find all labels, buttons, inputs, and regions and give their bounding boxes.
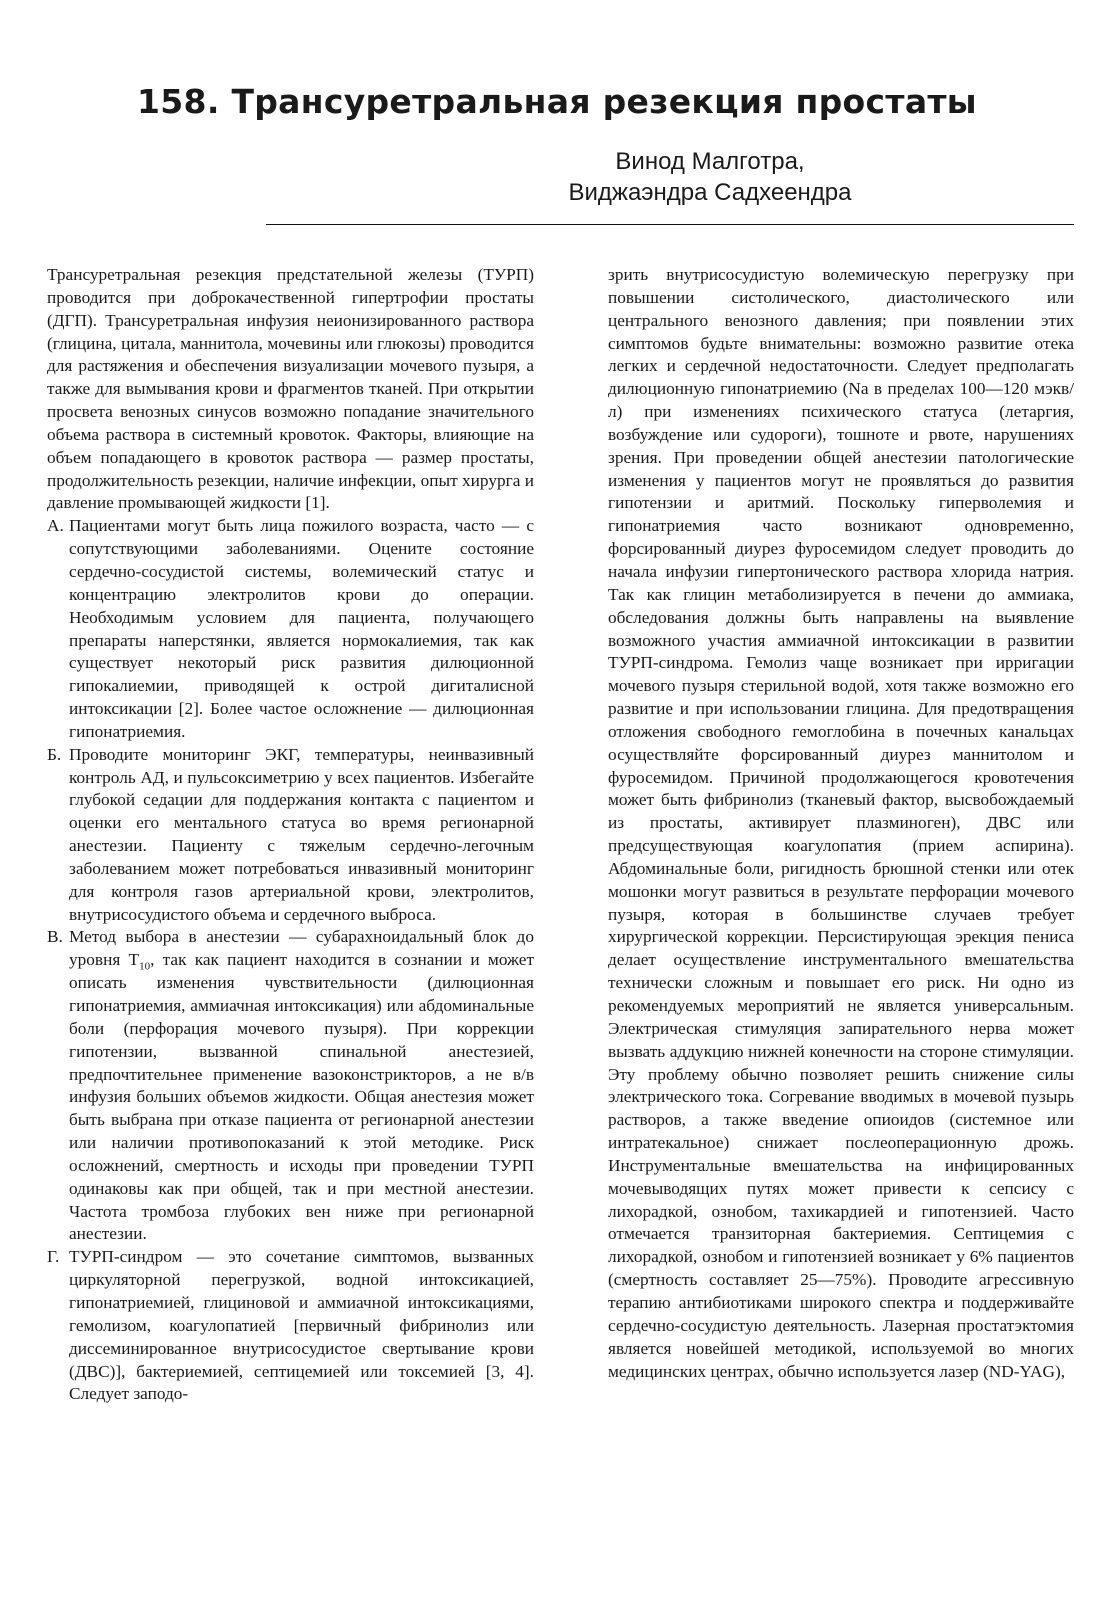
list-marker-v: В.	[47, 927, 63, 947]
list-item-b	[47, 744, 534, 927]
list-marker-b: Б.	[47, 744, 62, 764]
left-column	[47, 264, 534, 1406]
list-item-v-text-start: Метод выбора в анестезии — субарахноидальный блок до уровня T	[69, 927, 534, 970]
list-item-v	[47, 926, 534, 1246]
title-divider	[266, 224, 1074, 225]
list-item-a-text: Пациентами могут быть лица пожилого возраста, часто — с сопутствующими заболеваниями. Оцените состояние сердечно-сосудистой системы, волемический статус и концентрацию электролитов крови до операции. Необходимым условием для пациента, получающего препараты наперстянки, является нормокалиемия, так как существует некоторый риск развития дилюционной гипокалиемии, приводящей к острой дигиталисной интоксикации [2]. Более частое осложнение — дилюционная гипонатриемия.	[69, 516, 534, 741]
spinal-level-subscript: 10	[139, 960, 151, 973]
right-column-text: зрить внутрисосудистую волемическую перегрузку при повышении систолического, диастолического или центрального венозного давления; при появлении этих симптомов будьте внимательны: возможно развитие отека легких и сердечной недостаточности. Следует предполагать дилюционную гипонатриемию (Na в пределах 100—120 мэкв/л) при изменениях психического статуса (летаргия, возбуждение или судороги), тошноте и рвоте, нарушениях зрения. При проведении общей анестезии патологические изменения у пациентов могут не проявляться до развития гипотензии и аритмий. Поскольку гиперволемия и гипонатриемия часто возникают одновременно, форсированный диурез фуросемидом следует проводить до начала инфузии гипертонического раствора хлорида натрия. Так как глицин метаболизируется в печени до аммиака, обследования должны быть направлены на выявление возможного участия аммиачной интоксикации в развитии ТУРП-синдрома. Гемолиз чаще возникает при ирригации мочевого пузыря стерильной водой, хотя также возможно его развитие и при использовании глицина. Для предотвращения отложения свободного гемоглобина в почечных канальцах осуществляйте форсированный диурез маннитолом и фуросемидом. Причиной продолжающегося кровотечения может быть фибринолиз (тканевый фактор, высвобождаемый из простаты, активирует плазминоген), ДВС или предсуществующая коагулопатия (прием аспирина). Абдоминальные боли, ригидность брюшной стенки или отек мошонки могут развиться в результате перфорации мочевого пузыря, которая в большинстве случаев требует хирургической коррекции. Персистирующая эрекция пениса делает осуществление инструментального вмешательства технически сложным и повышает его риск. Ни одно из рекомендуемых мероприятий не является универсальным. Электрическая стимуляция запирательного нерва может вызвать аддукцию нижней конечности на стороне стимуляции. Эту проблему обычно позволяет решить снижение силы электрического тока. Согревание вводимых в мочевой пузырь растворов, а также введение опиоидов (системное или интратекальное) снижает послеоперационную дрожь. Инструментальные вмешательства на инфицированных мочевыводящих путях может привести к сепсису с лихорадкой, ознобом, тахикардией и гипотензией. Часто отмечается транзиторная бактериемия. Септицемия с лихорадкой, ознобом и гипотензией возникает у 6% пациентов (смертность составляет 25—75%). Проводите агрессивную терапию антибиотиками широкого спектра и поддерживайте сердечно-сосудистую деятельность. Лазерная простатэктомия является новейшей методикой, используемой во многих медицинских центрах, обычно используется лазер (ND-YAG),	[608, 265, 1074, 1381]
list-item-b-text: Проводите мониторинг ЭКГ, температуры, неинвазивный контроль АД, и пульсоксиметрию у всех пациентов. Избегайте глубокой седации для поддержания контакта с пациентом и оценки его ментального статуса во время регионарной анестезии. Пациенту с тяжелым сердечно-легочным заболеванием может потребоваться инвазивный мониторинг для контроля газов артериальной крови, электролитов, внутрисосудистого объема и сердечного выброса.	[69, 744, 534, 924]
list-item-g-text: ТУРП-синдром — это сочетание симптомов, вызванных циркуляторной перегрузкой, водной интоксикацией, гипонатриемией, глициновой и аммиачной интоксикациями, гемолизом, коагулопатией [первичный фибринолиз или диссеминированное внутрисосудистое свертывание крови (ДВС)], бактериемией, септицемией или токсемией [3, 4]. Следует заподо-	[69, 1247, 534, 1404]
list-item-g	[47, 1246, 534, 1406]
right-column	[608, 264, 1074, 1383]
intro-paragraph: Трансуретральная резекция предстательной железы (ТУРП) проводится при доброкачественной гипертрофии простаты (ДГП). Трансуретральная инфузия неионизированного раствора (глицина, цитала, маннитола, мочевины или глюкозы) проводится для растяжения и обеспечения визуализации мочевого пузыря, а также для вымывания крови и фрагментов тканей. При открытии просвета венозных синусов возможно попадание значительного объема раствора в системный кровоток. Факторы, влияющие на объем попадающего в кровоток раствора — размер простаты, продолжительность резекции, наличие инфекции, опыт хирурга и давление промывающей жидкости [1].	[47, 265, 534, 513]
authors-block	[560, 146, 860, 208]
list-item-v-text	[69, 926, 534, 1246]
list-item-a	[47, 515, 534, 743]
list-marker-g: Г.	[47, 1247, 60, 1267]
chapter-title: 158. Трансуретральная резекция простаты	[137, 82, 977, 121]
author-1: Винод Малготра,	[615, 148, 805, 175]
list-marker-a: А.	[47, 516, 64, 536]
author-2: Виджаэндра Садхеендра	[568, 179, 852, 206]
list-item-v-text-end: , так как пациент находится в сознании и может описать изменения чувствительности (дилюционная гипонатриемия, аммиачная интоксикация) или абдоминальные боли (перфорация мочевого пузыря). При коррекции гипотензии, вызванной спинальной анестезией, предпочтительнее применение вазоконстрикторов, а не в/в инфузия больших объемов жидкости. Общая анестезия может быть выбрана при отказе пациента от регионарной анестезии или наличии противопоказаний к этой методике. Риск осложнений, смертность и исходы при проведении ТУРП одинаковы как при общей, так и при местной анестезии. Частота тромбоза глубоких вен ниже при регионарной анестезии.	[69, 950, 534, 1244]
